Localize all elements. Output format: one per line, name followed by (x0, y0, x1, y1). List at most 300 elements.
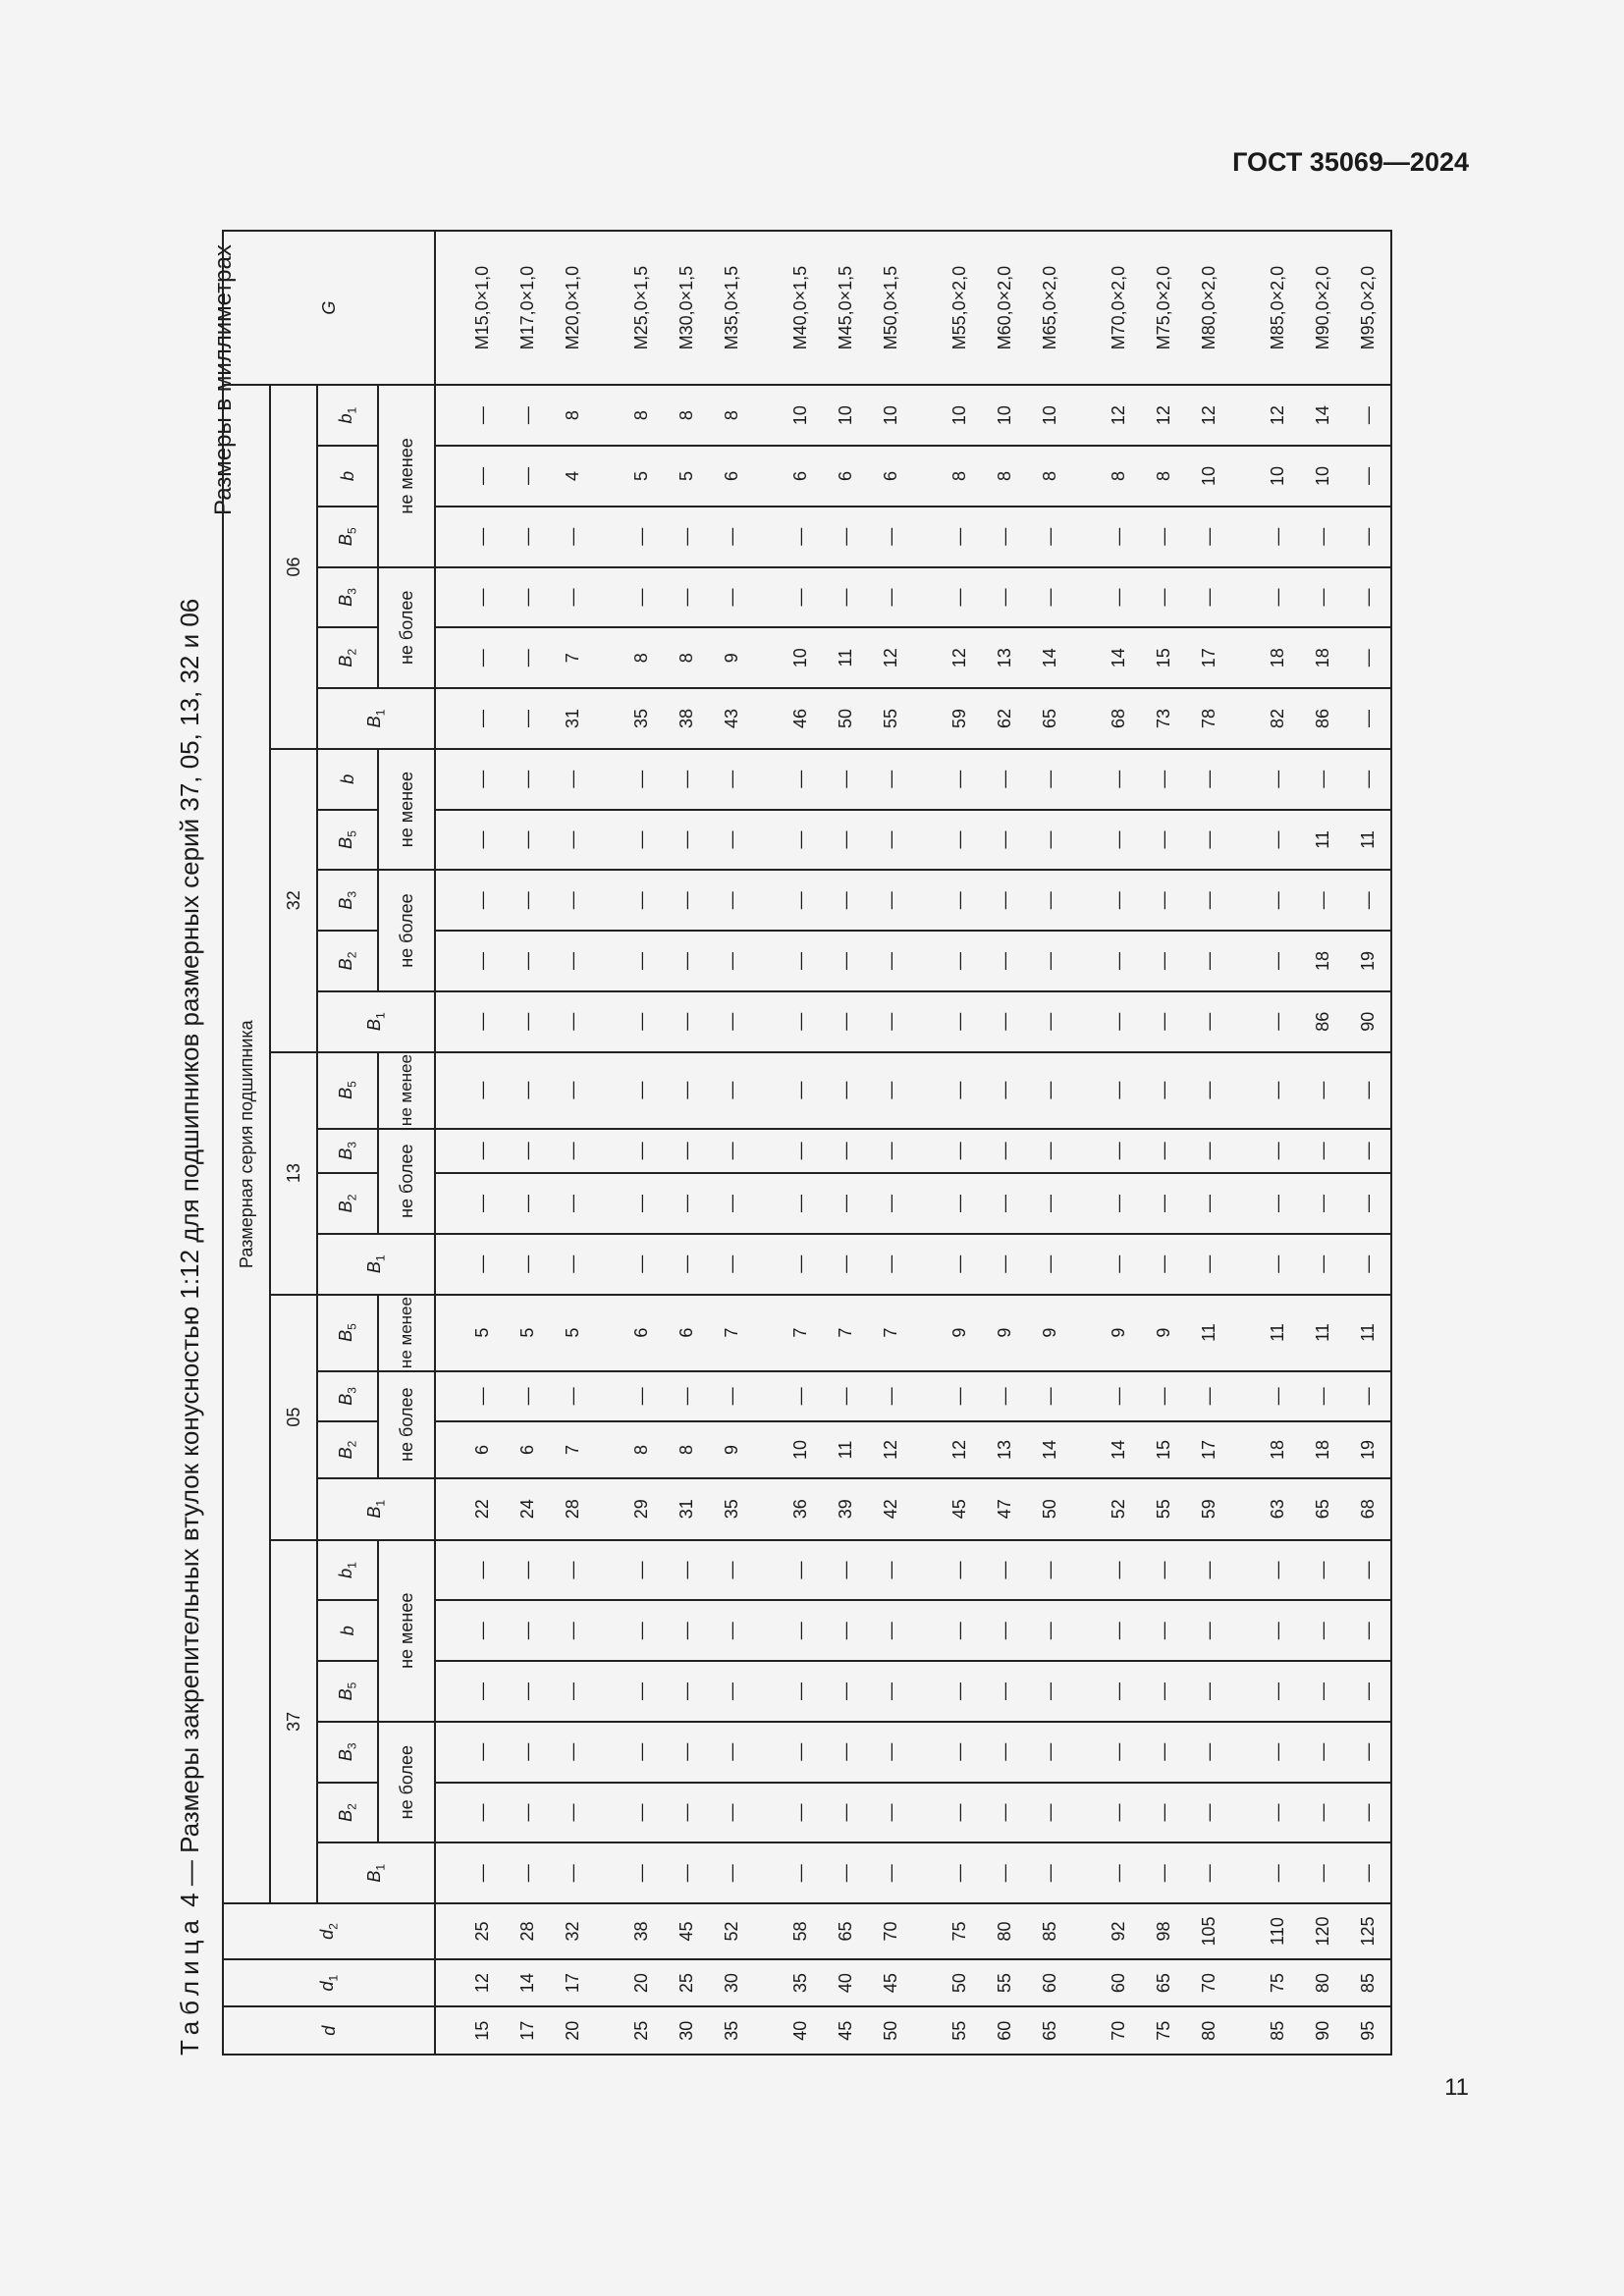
header-d2-symbol: d (316, 1929, 337, 1940)
table-cell: 95 (1345, 2006, 1391, 2055)
table-cell: — (778, 991, 823, 1052)
spacer-cell (913, 231, 937, 385)
table-cell: 55 (937, 2006, 982, 2055)
spacer-cell (1072, 1234, 1096, 1295)
table-cell: 11 (1300, 810, 1345, 871)
spacer-cell (1231, 1173, 1255, 1234)
table-cell: — (1096, 749, 1141, 810)
table-cell: — (778, 507, 823, 567)
h13-b5-sub: 5 (345, 1081, 359, 1088)
separator-cell (435, 1173, 460, 1234)
table-cell: M17,0×1,0 (505, 231, 550, 385)
spacer-cell (913, 749, 937, 810)
table-cell: — (1255, 1052, 1300, 1129)
spacer-cell (1072, 627, 1096, 688)
table-cell: — (505, 1600, 550, 1661)
table-cell: — (1300, 1129, 1345, 1174)
spacer-cell (754, 1600, 778, 1661)
table-cell: 9 (1141, 1295, 1186, 1371)
h32-b (317, 749, 378, 810)
table-cell: 12 (1141, 385, 1186, 446)
spacer-cell (1231, 1903, 1255, 1959)
table-cell: — (664, 931, 709, 991)
table-cell: — (1345, 1600, 1391, 1661)
header-g (223, 231, 435, 385)
spacer-cell (913, 1234, 937, 1295)
table-cell: — (550, 870, 595, 931)
h06-b-sym: b (337, 470, 357, 481)
header-d2 (223, 1903, 435, 1959)
table-cell: — (1027, 567, 1072, 628)
separator-cell (435, 231, 460, 385)
table-cell: — (709, 991, 754, 1052)
spacer-cell (1072, 1478, 1096, 1540)
spacer-cell (754, 1540, 778, 1601)
spacer-cell (1231, 749, 1255, 810)
spacer-cell (1231, 688, 1255, 749)
table-cell: — (1027, 1173, 1072, 1234)
spacer-cell (1231, 991, 1255, 1052)
table-cell: 120 (1300, 1903, 1345, 1959)
table-cell: — (1141, 1540, 1186, 1601)
table-cell: 125 (1345, 1903, 1391, 1959)
table-cell: — (868, 567, 913, 628)
table-cell: — (550, 810, 595, 871)
table-cell: — (778, 1600, 823, 1661)
table-cell: — (1096, 1052, 1141, 1129)
table-cell: 10 (778, 1421, 823, 1478)
table-cell: — (1096, 1783, 1141, 1843)
spacer-cell (1072, 931, 1096, 991)
table-cell: M15,0×1,0 (460, 231, 505, 385)
spacer-cell (1072, 810, 1096, 871)
h06-b2 (317, 627, 378, 688)
h37-b1 (317, 1842, 435, 1903)
table-cell: 78 (1186, 688, 1231, 749)
h37-b2-sym: B (335, 1809, 355, 1822)
table-cell: 90 (1300, 2006, 1345, 2055)
table-cell: — (1096, 870, 1141, 931)
table-cell: — (982, 567, 1027, 628)
table-cell: 22 (460, 1478, 505, 1540)
table-cell: 6 (778, 446, 823, 507)
table-cell: — (619, 1052, 664, 1129)
spacer-cell (1231, 870, 1255, 931)
spacer-cell (1231, 1540, 1255, 1601)
spacer-cell (1072, 749, 1096, 810)
spacer-cell (913, 627, 937, 688)
table-cell: — (1141, 1842, 1186, 1903)
h06-b2-sub: 2 (345, 648, 359, 656)
table-cell: — (823, 1722, 868, 1783)
table-cell: — (1300, 1722, 1345, 1783)
table-cell: 12 (868, 627, 913, 688)
spacer-cell (913, 1783, 937, 1843)
table-cell: — (1141, 1173, 1186, 1234)
spacer-cell (754, 507, 778, 567)
h37-b2 (317, 1783, 378, 1843)
table-cell: — (1186, 567, 1231, 628)
spacer-cell (1072, 1052, 1096, 1129)
spacer-cell (913, 1959, 937, 2007)
table-cell: 65 (823, 1903, 868, 1959)
table-cell: — (1027, 1842, 1072, 1903)
spacer-cell (1072, 1722, 1096, 1783)
h32-b1 (317, 991, 435, 1052)
table-cell: 8 (982, 446, 1027, 507)
table-cell: — (937, 1371, 982, 1422)
table-cell: — (1255, 567, 1300, 628)
table-cell: 6 (619, 1295, 664, 1371)
spacer-cell (1231, 1052, 1255, 1129)
table-cell: — (460, 1371, 505, 1422)
table-cell: — (982, 991, 1027, 1052)
table-cell: 8 (1027, 446, 1072, 507)
table-cell: — (1345, 1661, 1391, 1722)
table-cell: — (550, 1540, 595, 1601)
table-cell: — (823, 1783, 868, 1843)
table-cell: — (664, 1722, 709, 1783)
spacer-cell (913, 1173, 937, 1234)
separator-cell (435, 1478, 460, 1540)
table-row (1300, 231, 1345, 2055)
group-spacer-row (913, 231, 937, 2055)
separator-cell (435, 810, 460, 871)
table-cell: 32 (550, 1903, 595, 1959)
table-cell: 18 (1300, 1421, 1345, 1478)
spacer-cell (595, 507, 619, 567)
table-cell: — (868, 1052, 913, 1129)
spacer-cell (1072, 1600, 1096, 1661)
table-cell: 45 (823, 2006, 868, 2055)
table-cell: — (505, 1371, 550, 1422)
table-cell: — (982, 1129, 1027, 1174)
separator-cell (435, 1052, 460, 1129)
table-cell: 38 (619, 1903, 664, 1959)
table-cell: — (1186, 1052, 1231, 1129)
table-cell: 36 (778, 1478, 823, 1540)
table-cell: — (982, 1842, 1027, 1903)
table-cell: — (982, 1371, 1027, 1422)
table-cell: — (1255, 1129, 1300, 1174)
table-cell: — (1300, 1173, 1345, 1234)
spacer-cell (913, 2006, 937, 2055)
table-cell: — (1141, 567, 1186, 628)
h37-b (317, 1600, 378, 1661)
table-cell: 11 (1300, 1295, 1345, 1371)
table-cell: 6 (505, 1421, 550, 1478)
table-cell: — (709, 1600, 754, 1661)
table-cell: — (937, 1783, 982, 1843)
table-cell: — (709, 749, 754, 810)
spacer-cell (1072, 1540, 1096, 1601)
table-cell: — (1300, 1661, 1345, 1722)
table-cell: — (1300, 1234, 1345, 1295)
separator-cell (435, 1129, 460, 1174)
table-row (505, 231, 550, 2055)
spacer-cell (595, 1783, 619, 1843)
header-g-symbol: G (318, 300, 339, 315)
table-cell: — (778, 1234, 823, 1295)
spacer-cell (913, 1540, 937, 1601)
header-separator-row (435, 231, 460, 2055)
table-cell: — (1186, 1173, 1231, 1234)
table-cell: 39 (823, 1478, 868, 1540)
table-cell: — (1186, 1371, 1231, 1422)
h32-b-sym: b (337, 774, 357, 784)
table-cell: — (709, 507, 754, 567)
table-cell: — (619, 1173, 664, 1234)
table-cell: 11 (823, 627, 868, 688)
table-cell: — (937, 749, 982, 810)
table-cell: — (1096, 1600, 1141, 1661)
table-row (937, 231, 982, 2055)
table-cell: — (1141, 1783, 1186, 1843)
table-row (709, 231, 754, 2055)
spacer-cell (913, 446, 937, 507)
h13-b1-sub: 1 (373, 1255, 388, 1262)
table-cell: — (505, 931, 550, 991)
spacer-cell (754, 1478, 778, 1540)
table-cell: 5 (664, 446, 709, 507)
h05-not-less: не менее (378, 1295, 435, 1371)
spacer-cell (595, 1052, 619, 1129)
table-cell: 90 (1345, 991, 1391, 1052)
spacer-cell (595, 446, 619, 507)
h06-b1 (317, 688, 435, 749)
spacer-cell (1231, 385, 1255, 446)
table-cell: 10 (1255, 446, 1300, 507)
table-cell: — (619, 1234, 664, 1295)
table-cell: 5 (460, 1295, 505, 1371)
table-cell: — (982, 1783, 1027, 1843)
table-cell: 50 (823, 688, 868, 749)
table-cell: — (1027, 749, 1072, 810)
table-cell: 65 (1027, 2006, 1072, 2055)
table-cell: — (1300, 1371, 1345, 1422)
table-cell: 9 (982, 1295, 1027, 1371)
h06-b (317, 446, 378, 507)
table-cell: 14 (1096, 627, 1141, 688)
table-cell: — (823, 1371, 868, 1422)
table-cell: 20 (550, 2006, 595, 2055)
table-cell: 17 (505, 2006, 550, 2055)
table-cell: — (1255, 1173, 1300, 1234)
table-cell: — (709, 1234, 754, 1295)
spacer-cell (595, 1842, 619, 1903)
table-cell: — (778, 870, 823, 931)
table-cell: M70,0×2,0 (1096, 231, 1141, 385)
h05-b1-sub: 1 (373, 1499, 388, 1507)
table-cell: 65 (1300, 1478, 1345, 1540)
h13-b2-sym: B (335, 1201, 355, 1213)
table-cell: — (1141, 1052, 1186, 1129)
table-cell: — (1255, 931, 1300, 991)
table-cell: 86 (1300, 991, 1345, 1052)
table-cell: 110 (1255, 1903, 1300, 1959)
table-cell: 10 (778, 627, 823, 688)
h13-b5-sym: B (335, 1087, 355, 1099)
spacer-cell (754, 1234, 778, 1295)
table-cell: — (868, 1783, 913, 1843)
h06-b1-sub: 1 (373, 709, 388, 717)
table-cell: — (982, 1234, 1027, 1295)
table-cell: 43 (709, 688, 754, 749)
table-cell: 17 (1186, 1421, 1231, 1478)
table-cell: 105 (1186, 1903, 1231, 1959)
table-cell: — (550, 931, 595, 991)
table-cell: 15 (1141, 1421, 1186, 1478)
table-cell: 8 (619, 627, 664, 688)
table-cell: M90,0×2,0 (1300, 231, 1345, 385)
table-cell: — (1096, 567, 1141, 628)
table-cell: — (460, 1052, 505, 1129)
spacer-cell (1072, 1783, 1096, 1843)
table-cell: 80 (1300, 1959, 1345, 2007)
separator-cell (435, 627, 460, 688)
group-spacer-row (1072, 231, 1096, 2055)
h05-b3-sym: B (335, 1393, 355, 1406)
table-cell: — (1027, 1722, 1072, 1783)
table-cell: 5 (550, 1295, 595, 1371)
table-cell: 17 (1186, 627, 1231, 688)
table-cell: 9 (709, 1421, 754, 1478)
table-cell: — (550, 749, 595, 810)
table-cell: 14 (1027, 1421, 1072, 1478)
h32-b3 (317, 870, 378, 931)
table-cell: — (1096, 1371, 1141, 1422)
table-cell: M30,0×1,5 (664, 231, 709, 385)
table-cell: — (460, 1540, 505, 1601)
spacer-cell (754, 1842, 778, 1903)
table-cell: 14 (505, 1959, 550, 2007)
spacer-cell (595, 1661, 619, 1722)
table-cell: — (937, 1661, 982, 1722)
spacer-cell (595, 1478, 619, 1540)
table-cell: — (778, 1371, 823, 1422)
table-cell: 7 (550, 627, 595, 688)
h13-b3 (317, 1129, 378, 1174)
table-cell: — (823, 1173, 868, 1234)
table-cell: 8 (1096, 446, 1141, 507)
h13-b1-sym: B (363, 1261, 384, 1274)
table-cell: — (619, 1722, 664, 1783)
table-cell: — (550, 507, 595, 567)
table-cell: — (550, 1661, 595, 1722)
table-cell: — (823, 991, 868, 1052)
table-cell: — (460, 385, 505, 446)
table-container (222, 230, 1465, 2056)
table-cell: 15 (460, 2006, 505, 2055)
table-cell: 47 (982, 1478, 1027, 1540)
table-cell: 8 (709, 385, 754, 446)
table-cell: — (505, 749, 550, 810)
table-cell: — (868, 749, 913, 810)
table-cell: 11 (1345, 810, 1391, 871)
table-cell: — (823, 870, 868, 931)
spacer-cell (1231, 1371, 1255, 1422)
table-cell: 6 (664, 1295, 709, 1371)
separator-cell (435, 1600, 460, 1661)
table-cell: 59 (1186, 1478, 1231, 1540)
table-cell: — (1027, 1540, 1072, 1601)
table-cell: — (505, 810, 550, 871)
table-cell: — (868, 1173, 913, 1234)
table-cell: — (982, 1661, 1027, 1722)
table-cell: — (709, 1722, 754, 1783)
table-cell: — (460, 567, 505, 628)
separator-cell (435, 446, 460, 507)
spacer-cell (1231, 1842, 1255, 1903)
spacer-cell (595, 931, 619, 991)
table-cell: — (1027, 1600, 1072, 1661)
spacer-cell (595, 1234, 619, 1295)
spacer-cell (754, 1722, 778, 1783)
table-cell: — (505, 567, 550, 628)
table-cell: 25 (460, 1903, 505, 1959)
table-cell: — (664, 870, 709, 931)
separator-cell (435, 1661, 460, 1722)
h37-b1-sub: 1 (373, 1863, 388, 1871)
table-cell: — (1255, 991, 1300, 1052)
spacer-cell (754, 1129, 778, 1174)
table-cell: — (664, 1371, 709, 1422)
table-row (1255, 231, 1300, 2055)
table-cell: 19 (1345, 1421, 1391, 1478)
table-cell: — (1300, 1600, 1345, 1661)
table-cell: 10 (1300, 446, 1345, 507)
table-cell: — (709, 1173, 754, 1234)
table-cell: — (1345, 1129, 1391, 1174)
table-cell: 50 (937, 1959, 982, 2007)
table-cell: 28 (550, 1478, 595, 1540)
table-cell: 86 (1300, 688, 1345, 749)
table-cell: — (1027, 1234, 1072, 1295)
table-cell: — (1141, 810, 1186, 871)
table-cell: — (1255, 1371, 1300, 1422)
h32-b2 (317, 931, 378, 991)
table-cell: — (1096, 507, 1141, 567)
table-cell: 8 (1141, 446, 1186, 507)
spacer-cell (1231, 567, 1255, 628)
table-cell: — (709, 931, 754, 991)
table-cell: 25 (664, 1959, 709, 2007)
table-row (664, 231, 709, 2055)
separator-cell (435, 2006, 460, 2055)
table-cell: 29 (619, 1478, 664, 1540)
table-cell: 7 (709, 1295, 754, 1371)
header-series-06: 06 (270, 385, 317, 749)
h06-not-more: не более (378, 567, 435, 689)
table-cell: 5 (619, 446, 664, 507)
units-note: Размеры в миллиметрах (210, 244, 237, 515)
table-cell: 55 (982, 1959, 1027, 2007)
spacer-cell (595, 1371, 619, 1422)
table-cell: 11 (1255, 1295, 1300, 1371)
table-cell: 11 (823, 1421, 868, 1478)
h06-bb1-sub: 1 (345, 406, 359, 414)
spacer-cell (1231, 1600, 1255, 1661)
table-cell: — (709, 810, 754, 871)
table-cell: — (1345, 1371, 1391, 1422)
table-cell: 9 (937, 1295, 982, 1371)
spacer-cell (913, 1478, 937, 1540)
h37-b3 (317, 1722, 378, 1783)
spacer-cell (754, 1661, 778, 1722)
table-cell: — (619, 991, 664, 1052)
table-cell: — (664, 991, 709, 1052)
table-cell: — (1096, 1540, 1141, 1601)
